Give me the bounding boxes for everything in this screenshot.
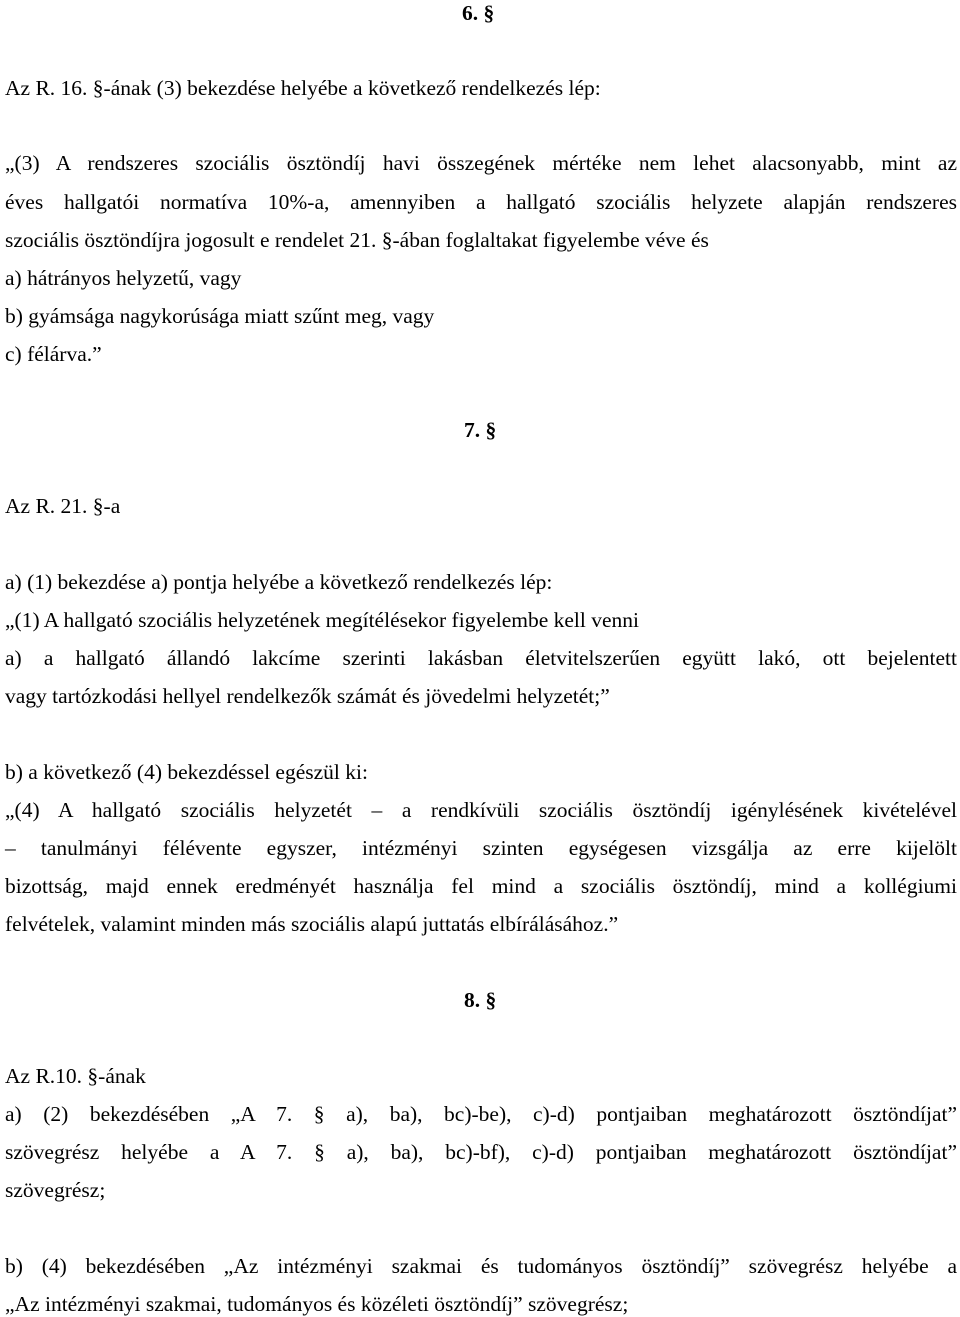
section-8-b-line-2: „Az intézményi szakmai, tudományos és közéleti ösztöndíj” szövegrész; xyxy=(5,1292,629,1316)
section-7-b-line-5: felvételek, valamint minden más szociális alapú juttatás elbírálásához.” xyxy=(5,912,619,936)
section-8-b-line-1: b) (4) bekezdésében „Az intézményi szakmai és tudományos ösztöndíj” szövegrész helyébe a xyxy=(5,1254,957,1278)
section-7-a-line-2: „(1) A hallgató szociális helyzetének megítélésekor figyelembe kell venni xyxy=(5,608,640,632)
section-7-b-line-4: bizottság, majd ennek eredményét használja fel mind a szociális ösztöndíj, mind a kollégiumi xyxy=(5,874,957,898)
section-6-line-6: c) félárva.” xyxy=(5,342,102,366)
section-6-line-5: b) gyámsága nagykorúsága miatt szűnt meg, vagy xyxy=(5,304,435,328)
section-6-intro: Az R. 16. §-ának (3) bekezdése helyébe a következő rendelkezés lép: xyxy=(5,76,601,100)
section-8-a-line-3: szövegrész; xyxy=(5,1178,106,1202)
section-7-a-line-1: a) (1) bekezdése a) pontja helyébe a következő rendelkezés lép: xyxy=(5,570,553,594)
section-7-b-line-3: – tanulmányi félévente egyszer, intézményi szinten egységesen vizsgálja az erre kijelölt xyxy=(5,836,957,860)
section-8-a-line-2: szövegrész helyébe a A 7. § a), ba), bc)-bf), c)-d) pontjaiban meghatározott ösztöndíjat” xyxy=(5,1140,957,1164)
section-8-a-line-1: a) (2) bekezdésében „A 7. § a), ba), bc)-be), c)-d) pontjaiban meghatározott ösztöndíjat” xyxy=(5,1102,957,1126)
section-8-intro: Az R.10. §-ának xyxy=(5,1064,146,1088)
section-7-a-line-4: vagy tartózkodási hellyel rendelkezők számát és jövedelmi helyzetét;” xyxy=(5,684,610,708)
section-7-heading: 7. § xyxy=(464,418,497,442)
section-8-heading: 8. § xyxy=(464,988,497,1012)
section-6-heading: 6. § xyxy=(462,1,495,25)
section-6-line-3: szociális ösztöndíjra jogosult e rendelet 21. §-ában foglaltakat figyelembe véve és xyxy=(5,228,709,252)
section-7-intro: Az R. 21. §-a xyxy=(5,494,121,518)
section-6-line-1: „(3) A rendszeres szociális ösztöndíj havi összegének mértéke nem lehet alacsonyabb, mint az xyxy=(5,151,957,175)
section-6-line-2: éves hallgatói normatíva 10%-a, amennyiben a hallgató szociális helyzete alapján rendszeres xyxy=(5,190,957,214)
section-7-b-line-2: „(4) A hallgató szociális helyzetét – a rendkívüli szociális ösztöndíj igénylésének kivételével xyxy=(5,798,957,822)
section-7-b-line-1: b) a következő (4) bekezdéssel egészül ki: xyxy=(5,760,368,784)
section-7-a-line-3: a) a hallgató állandó lakcíme szerinti lakásban életvitelszerűen együtt lakó, ott bejelentett xyxy=(5,646,957,670)
section-6-line-4: a) hátrányos helyzetű, vagy xyxy=(5,266,242,290)
